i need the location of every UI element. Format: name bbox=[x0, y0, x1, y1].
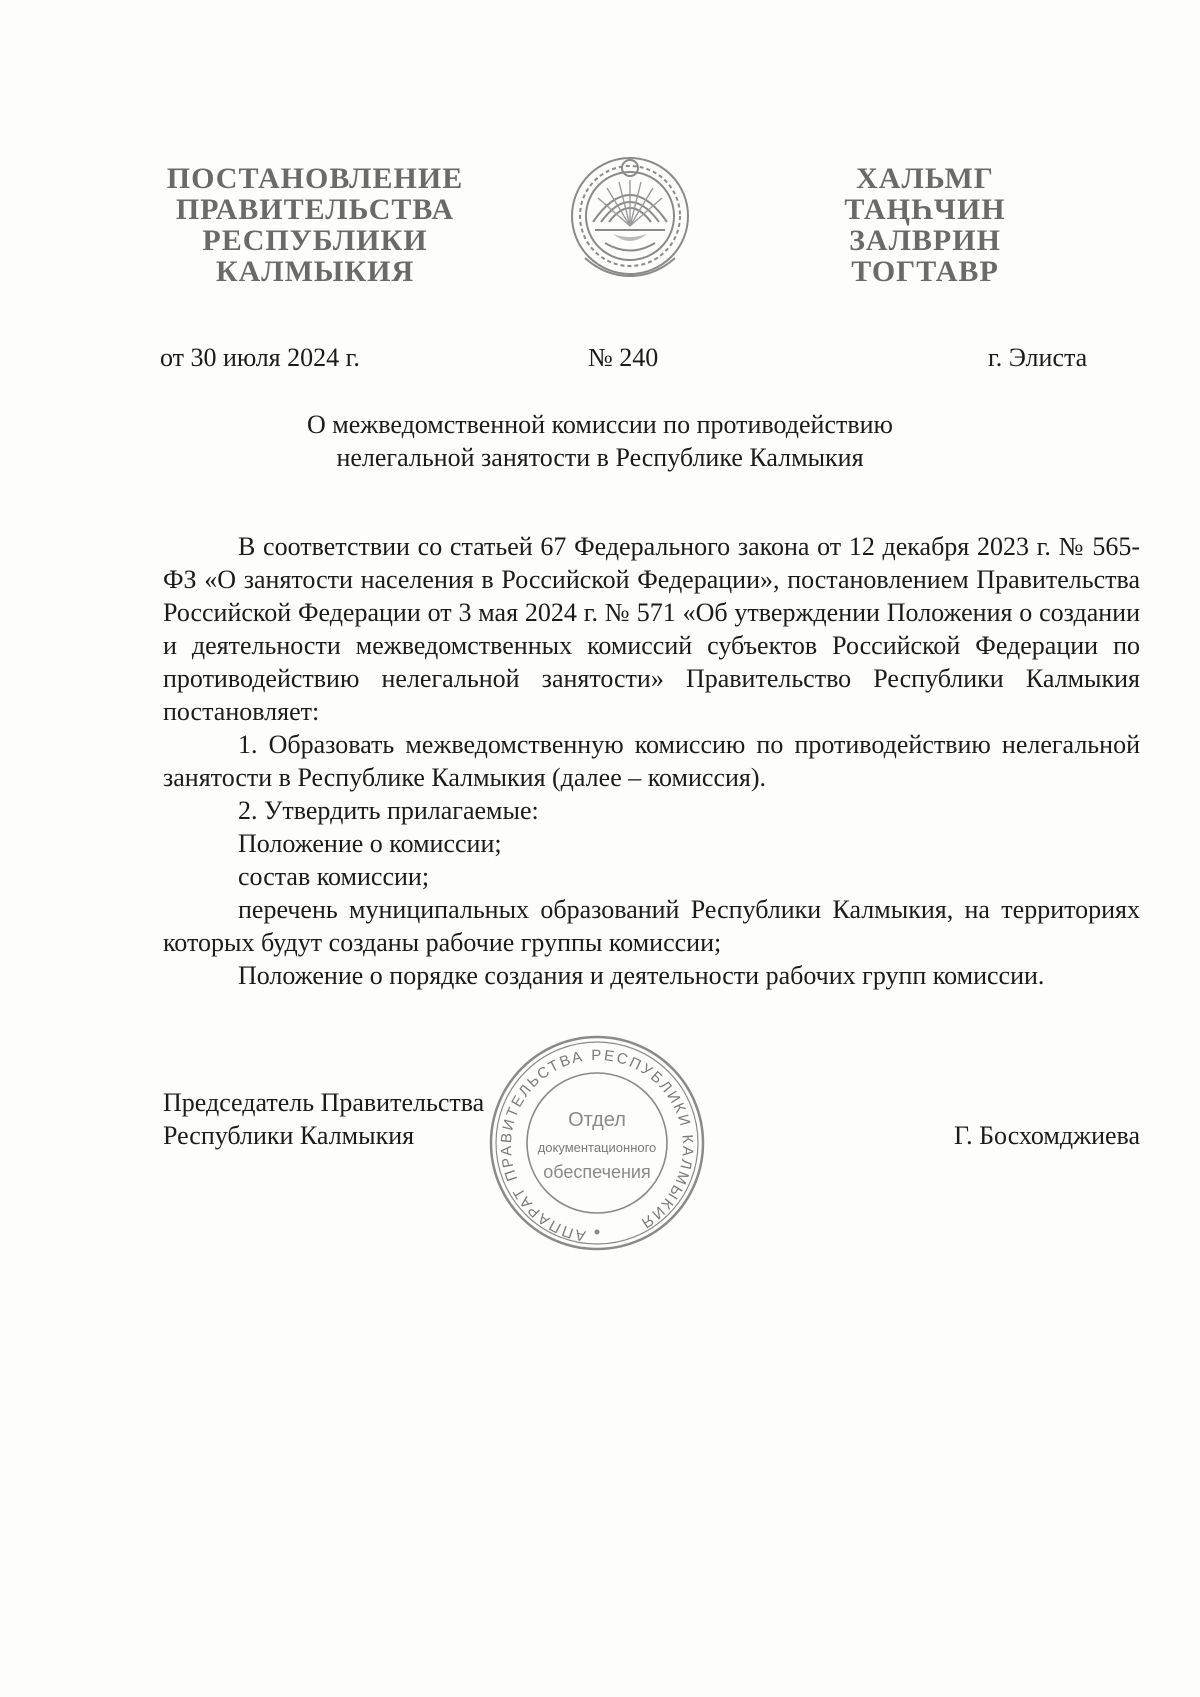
official-stamp-icon bbox=[485, 1032, 710, 1254]
header-left-line: КАЛМЫКИЯ bbox=[215, 255, 415, 288]
header-right-line: ЗАЛВРИН bbox=[849, 224, 1001, 257]
signer-name: Г. Босхомджиева bbox=[954, 1121, 1140, 1150]
header-left-line: РЕСПУБЛИКИ bbox=[202, 224, 428, 257]
title-line: О межведомственной комиссии по противодействию bbox=[307, 410, 893, 439]
document-body bbox=[163, 530, 1140, 992]
item-2-intro: 2. Утвердить прилагаемые: bbox=[238, 796, 539, 825]
item-2-entry: перечень муниципальных образований Республики Калмыкия, на территориях которых будут созданы рабочие группы комиссии; bbox=[163, 895, 1140, 957]
stamp-ring-text: АППАРАТ ПРАВИТЕЛЬСТВА РЕСПУБЛИКИ КАЛМЫКИЯ bbox=[497, 1046, 697, 1245]
header-left-line: ПОСТАНОВЛЕНИЕ bbox=[166, 162, 464, 195]
document-city: г. Элиста bbox=[988, 343, 1088, 372]
header-left-title bbox=[160, 163, 470, 287]
header-right-line: ХАЛЬМГ bbox=[856, 162, 994, 195]
document-date: от 30 июля 2024 г. bbox=[160, 343, 360, 372]
header-right-title bbox=[830, 163, 1020, 287]
coat-of-arms-icon bbox=[565, 148, 695, 288]
item-2-entry: Положение о комиссии; bbox=[238, 829, 502, 858]
signature-position-line: Республики Калмыкия bbox=[163, 1121, 415, 1150]
stamp-center-line: обеспечения bbox=[543, 1162, 651, 1182]
item-2-entry: Положение о порядке создания и деятельности рабочих групп комиссии. bbox=[238, 961, 1045, 990]
item-1-paragraph: 1. Образовать межведомственную комиссию по противодействию нелегальной занятости в Республике Калмыкия (далее – комиссия). bbox=[163, 730, 1140, 792]
header-right-line: ТАҢҺЧИН bbox=[844, 193, 1006, 226]
header-right-line: ТОГТАВР bbox=[851, 255, 999, 288]
document-number: № 240 bbox=[588, 343, 659, 372]
header-left-line: ПРАВИТЕЛЬСТВА bbox=[175, 193, 455, 226]
stamp-center-line: документационного bbox=[537, 1140, 657, 1155]
item-2-entry: состав комиссии; bbox=[238, 862, 430, 891]
signature-position-line: Председатель Правительства bbox=[163, 1088, 485, 1117]
stamp-center-line: Отдел bbox=[568, 1109, 626, 1131]
preamble-paragraph: В соответствии со статьей 67 Федерального закона от 12 декабря 2023 г. № 565-ФЗ «О занятости населения в Российской Федерации», постановлением Правительства Российской Федерации от 3 мая 2024 г. № 571 «Об утверждении Положения о создании и деятельности межведомственных комиссий субъектов Российской Федерации по противодействию нелегальной занятости» Правительство Республики Калмыкия постановляет: bbox=[163, 532, 1140, 726]
title-line: нелегальной занятости в Республике Калмыкия bbox=[336, 443, 864, 472]
document-title bbox=[200, 408, 1000, 474]
signature-position bbox=[163, 1086, 484, 1152]
